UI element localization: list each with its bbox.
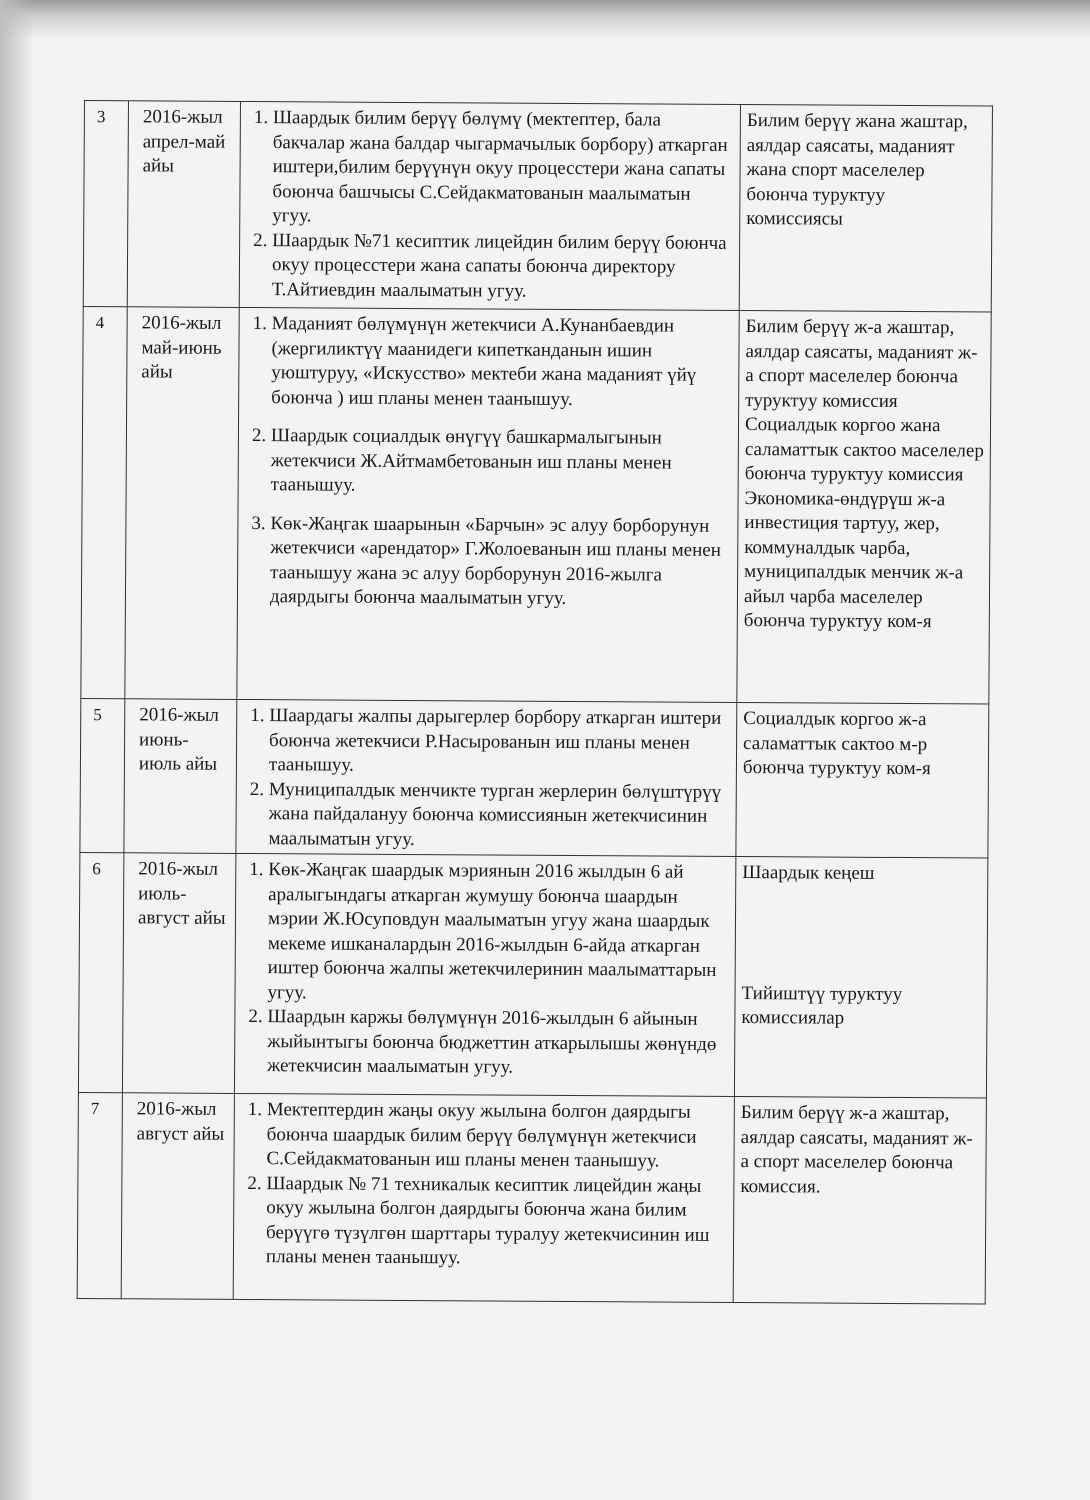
row-activities [234, 853, 735, 1096]
responsible-body: Билим берүү ж-а жаштар, аялдар саясаты, маданият ж-а спорт маселелер боюнча туруктуу комиссия [745, 316, 978, 412]
scan-shadow-left [0, 0, 34, 1500]
table-row [77, 1092, 986, 1304]
responsible-body: Экономика-өндүрүш ж-а инвестиция тартуу, жер, коммуналдык чарба, муниципалдык менчик ж-а айыл чарба маселелер боюнча туруктуу ком-я [743, 487, 964, 633]
row-period: 2016-жыл май-июнь айы [125, 307, 239, 700]
row-number: 6 [78, 852, 123, 1092]
activity-item: 2. Шаардын каржы бөлүмүнүн 2016-жылдын 6 айынын жыйынтыгы боюнча бюджеттин аткарылышы жөнүндө жетекчисин маалыматын угуу. [267, 1005, 728, 1081]
activity-item: 1. Шаардык билим берүү бөлүмү (мектептер, бала бакчалар жана балдар чыгармачылык борбору) аткарган иштери,билим берүүнүн окуу процесстери жана сапаты боюнча башчысы С.Сейдакматованын маалыматын угуу. [272, 106, 734, 231]
row-period: 2016-жыл апрел-май айы [127, 101, 240, 308]
row-responsible [733, 1096, 986, 1304]
activity-item: 2. Шаардык № 71 техникалык кесиптик лицейдин жаңы окуу жылына болгон даярдыгы боюнча жана билим берүүгө түзүлгөн шарттары туралуу жетекчисинин иш планы менен таанышуу. [266, 1172, 728, 1273]
row-number: 7 [77, 1092, 122, 1298]
responsible-body: Социалдык коргоо жана саламаттык сактоо маселелер боюнча туруктуу комиссия [744, 414, 984, 486]
row-responsible [737, 311, 991, 705]
row-period: 2016-жыл июль-август айы [122, 853, 235, 1094]
activity-item: 2. Шаардык социалдык өнүгүү башкармалыгынын жетекчиси Ж.Айтмамбетованын иш планы менен таанышуу. [271, 424, 732, 500]
row-activities [236, 699, 737, 856]
activity-item: 3. Көк-Жаңгак шаарынын «Барчын» эс алуу борборунун жетекчиси «арендатор» Г.Жолоеванын иш планы менен таанышуу жана эс алуу борборунун 2016-жылга даярдыгы боюнча маалыматын угуу. [270, 512, 732, 613]
document-page [77, 100, 992, 1305]
activity-item: 1. Мектептердин жаңы окуу жылына болгон даярдыгы боюнча шаардык билим берүү бөлүмүнүн жетекчиси С.Сейдакматованын иш планы менен таанышуу. [266, 1098, 727, 1174]
activity-item: 2. Муниципалдык менчикте турган жерлерин бөлүштүрүү жана пайдалануу боюнча комиссиянын жетекчисинин маалыматын угуу. [268, 778, 729, 854]
row-activities [237, 307, 739, 702]
table-row [81, 306, 991, 704]
row-responsible [739, 105, 992, 313]
row-number: 5 [80, 698, 125, 852]
responsible-body: Шаардык кеңеш [742, 862, 875, 884]
row-responsible [734, 856, 987, 1098]
table-row [78, 852, 987, 1098]
activity-item: 1. Маданият бөлүмүнүн жетекчиси А.Кунанбаевдин (жергиликтүү маанидеги кипетканданын ишин уюштуруу, «Искусство» мектеби жана маданият үйү боюнча ) иш планы менен таанышуу. [271, 312, 733, 413]
table-row [80, 698, 989, 858]
row-activities [233, 1093, 734, 1302]
row-number: 4 [81, 306, 127, 698]
table-row [83, 101, 992, 313]
row-responsible [736, 702, 989, 858]
row-number: 3 [83, 101, 128, 307]
scan-shadow-top [0, 0, 1090, 40]
activity-item: 1. Көк-Жаңгак шаардык мэриянын 2016 жылдын 6 ай аралыгындагы аткарган жумушу боюнча шаардын мэрии Ж.Юсуповдун маалыматын угуу жана шаардык мекеме ишканалардын 2016-жылдын 6-айда аткарган иштер боюнча жалпы жетекчилеринин маалыматтарын угуу. [267, 858, 729, 1008]
responsible-body: Билим берүү жана жаштар, аялдар саясаты, маданият жана спорт маселелер боюнча туруктуу комиссиясы [746, 110, 968, 230]
activity-item: 2. Шаардык №71 кесиптик лицейдин билим берүү боюнча окуу процесстери жана сапаты боюнча директору Т.Айтиевдин маалыматын угуу. [272, 229, 733, 305]
responsible-body: Билим берүү ж-а жаштар, аялдар саясаты, маданият ж-а спорт маселелер боюнча комиссия. [740, 1102, 973, 1198]
row-activities [239, 101, 740, 310]
responsible-body: Тийиштүү туруктуу комиссиялар [741, 982, 903, 1029]
plan-table [77, 100, 993, 1305]
activity-item: 1. Шаардагы жалпы дарыгерлер борбору аткарган иштери боюнча жетекчиси Р.Насырованын иш планы менен таанышуу. [269, 704, 730, 780]
row-period: 2016-жыл июнь-июль айы [124, 699, 237, 854]
responsible-body: Социалдык коргоо ж-а саламаттык сактоо м-р боюнча туруктуу ком-я [742, 708, 931, 780]
row-period: 2016-жыл август айы [121, 1093, 234, 1300]
